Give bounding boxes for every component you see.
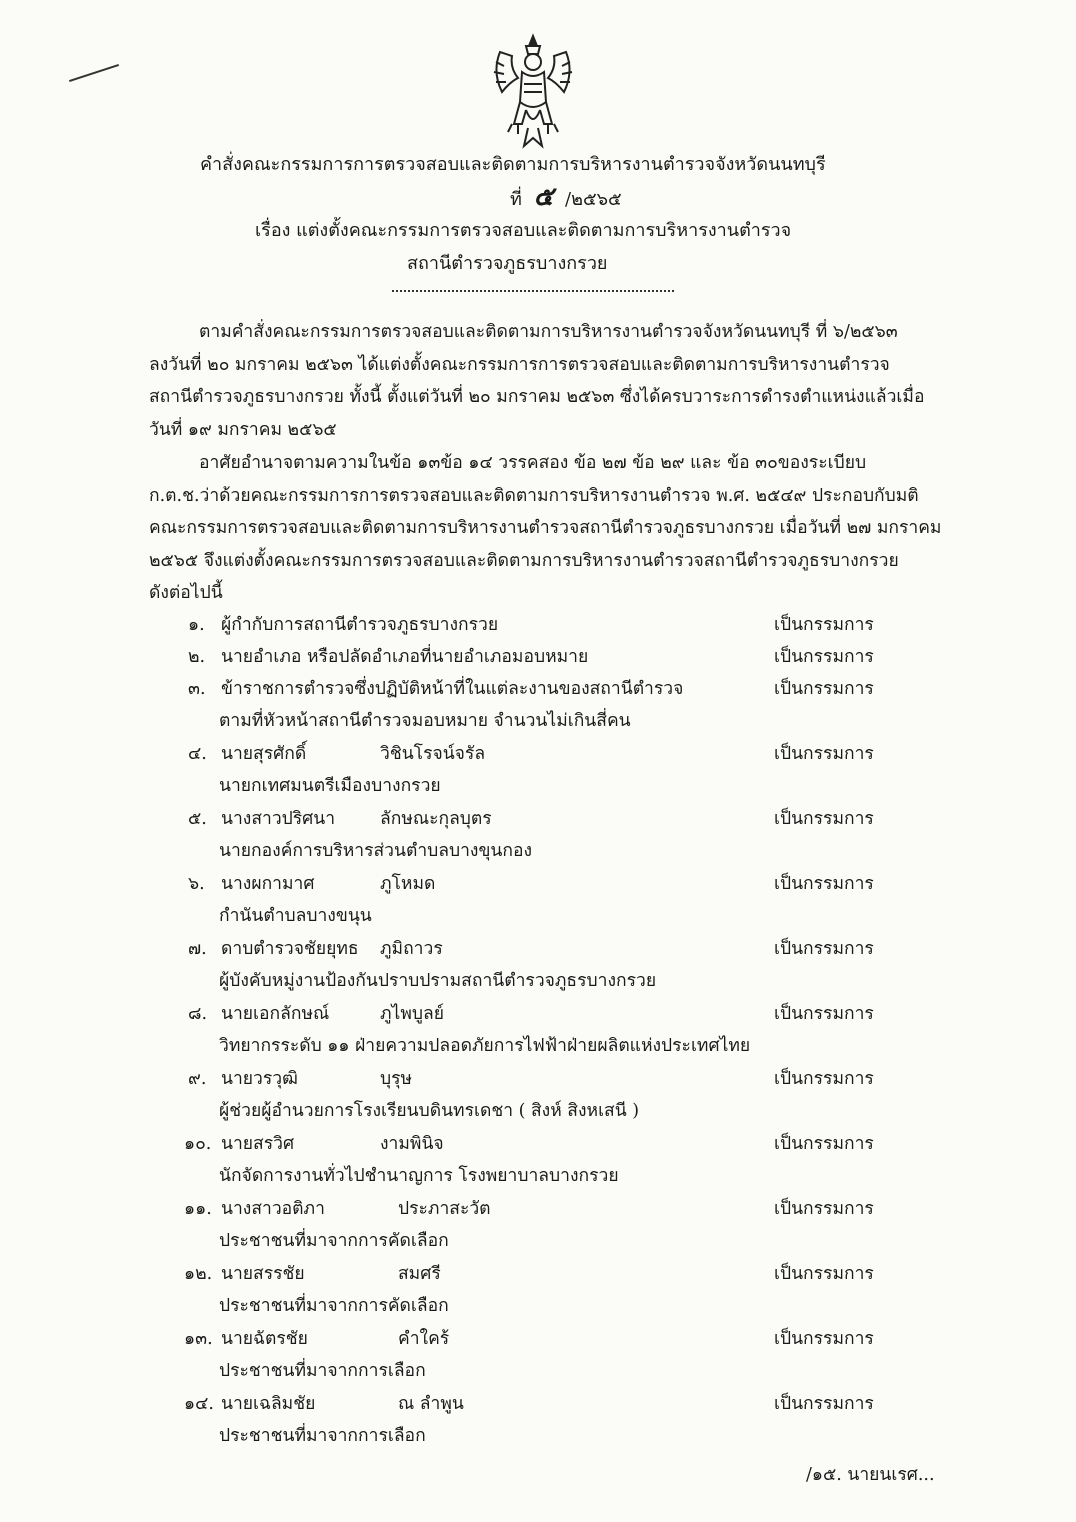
list-item: [0, 610, 1076, 640]
list-item: [0, 1194, 1076, 1224]
subject-line-2: สถานีตำรวจภูธรบางกรวย: [407, 253, 608, 274]
member-name: นางผกามาศ: [221, 874, 315, 894]
paragraph-line: คณะกรรมการตรวจสอบและติดตามการบริหารงานตำรวจสถานีตำรวจภูธรบางกรวย เมื่อวันที่ ๒๗ มกราคม: [149, 518, 942, 538]
member-surname: ภูโหมด: [380, 874, 436, 894]
pen-mark: [69, 64, 119, 82]
member-role: เป็นกรรมการ: [774, 1069, 874, 1089]
member-surname: งามพินิจ: [380, 1134, 444, 1154]
item-number: ๗.: [188, 939, 207, 959]
list-item-detail: [0, 1226, 1076, 1256]
list-item: [0, 642, 1076, 672]
list-item-detail: [0, 1421, 1076, 1451]
item-number: ๘.: [188, 1004, 208, 1024]
member-position: นายกเทศมนตรีเมืองบางกรวย: [219, 776, 441, 796]
list-item-detail: [0, 706, 1076, 736]
member-name: นายฉัตรชัย: [221, 1329, 308, 1349]
member-name: ผู้กำกับการสถานีตำรวจภูธรบางกรวย: [221, 615, 499, 635]
member-role: เป็นกรรมการ: [774, 1394, 874, 1414]
item-number: ๑๐.: [184, 1134, 212, 1154]
paragraph-line: ก.ต.ช.ว่าด้วยคณะกรรมการการตรวจสอบและติดตามการบริหารงานตำรวจ พ.ศ. ๒๕๔๙ ประกอบกับมติ: [149, 485, 919, 506]
member-surname: ภูมิถาวร: [380, 939, 443, 959]
member-position: ผู้ช่วยผู้อำนวยการโรงเรียนบดินทรเดชา ( สิงห์ สิงหเสนี ): [219, 1101, 640, 1121]
list-item: [0, 1324, 1076, 1354]
list-item-detail: [0, 1096, 1076, 1126]
garuda-emblem-icon: [488, 32, 578, 150]
member-name: ข้าราชการตำรวจซึ่งปฏิบัติหน้าที่ในแต่ละงานของสถานีตำรวจ: [221, 679, 684, 699]
item-number: ๔.: [188, 744, 207, 764]
list-item: [0, 869, 1076, 899]
member-position: ประชาชนที่มาจากการคัดเลือก: [219, 1231, 449, 1251]
member-position: นายกองค์การบริหารส่วนตำบลบางขุนกอง: [219, 841, 533, 861]
list-item-detail: [0, 836, 1076, 866]
member-role: เป็นกรรมการ: [774, 1329, 874, 1349]
member-role: เป็นกรรมการ: [774, 939, 874, 959]
member-name: นายสรรชัย: [221, 1264, 305, 1284]
order-year: /๒๕๖๕: [565, 189, 622, 210]
list-item-detail: [0, 966, 1076, 996]
member-role: เป็นกรรมการ: [774, 809, 874, 829]
item-number: ๕.: [188, 809, 207, 829]
member-name: นายสุรศักดิ์: [221, 744, 307, 764]
member-name: นายวรวุฒิ: [221, 1069, 298, 1089]
item-number: ๓.: [188, 679, 206, 699]
paragraph-line: ตามคำสั่งคณะกรรมการตรวจสอบและติดตามการบริหารงานตำรวจจังหวัดนนทบุรี ที่ ๖/๒๕๖๓: [199, 322, 898, 342]
item-number: ๑.: [188, 615, 205, 635]
order-number-line: [510, 184, 622, 213]
list-item: [0, 999, 1076, 1029]
member-name: นายสรวิศ: [221, 1134, 295, 1154]
member-name: นายเฉลิมชัย: [221, 1394, 316, 1414]
member-name: ดาบตำรวจชัยยุทธ: [221, 939, 359, 959]
member-position: ประชาชนที่มาจากการคัดเลือก: [219, 1296, 449, 1316]
list-item: [0, 934, 1076, 964]
member-role: เป็นกรรมการ: [774, 1134, 874, 1154]
paragraph-line: ๒๕๖๕ จึงแต่งตั้งคณะกรรมการตรวจสอบและติดตามการบริหารงานตำรวจสถานีตำรวจภูธรบางกรวย: [149, 550, 899, 571]
list-item-detail: [0, 901, 1076, 931]
order-prefix: ที่: [510, 189, 522, 210]
member-role: เป็นกรรมการ: [774, 744, 874, 764]
item-number: ๑๓.: [184, 1329, 213, 1349]
member-surname: ณ ลำพูน: [398, 1394, 464, 1414]
list-item-detail: [0, 1031, 1076, 1061]
subject-line-1: เรื่อง แต่งตั้งคณะกรรมการตรวจสอบและติดตามการบริหารงานตำรวจ: [255, 220, 792, 241]
list-item-detail: [0, 1291, 1076, 1321]
member-surname: คำใคร้: [398, 1329, 450, 1349]
member-position: วิทยากรระดับ ๑๑ ฝ่ายความปลอดภัยการไฟฟ้าฝ่ายผลิตแห่งประเทศไทย: [219, 1036, 751, 1056]
item-number: ๑๒.: [184, 1264, 213, 1284]
order-number: ๕: [533, 182, 554, 212]
member-position: ผู้บังคับหมู่งานป้องกันปราบปรามสถานีตำรวจภูธรบางกรวย: [219, 971, 657, 991]
member-role: เป็นกรรมการ: [774, 1199, 874, 1219]
member-surname: ประภาสะวัต: [398, 1199, 491, 1219]
list-item: [0, 1389, 1076, 1419]
member-name: นางสาวปริศนา: [221, 809, 336, 829]
member-surname: วิชินโรจน์จรัล: [380, 744, 486, 764]
item-number: ๒.: [188, 647, 206, 667]
member-position: ตามที่หัวหน้าสถานีตำรวจมอบหมาย จำนวนไม่เกินสี่คน: [219, 711, 631, 731]
member-name: นายเอกลักษณ์: [221, 1004, 330, 1024]
list-item: [0, 1259, 1076, 1289]
list-item: [0, 1129, 1076, 1159]
list-item: [0, 804, 1076, 834]
list-item: [0, 739, 1076, 769]
member-role: เป็นกรรมการ: [774, 615, 874, 635]
list-item-detail: [0, 1161, 1076, 1191]
item-number: ๙.: [188, 1069, 207, 1089]
member-role: เป็นกรรมการ: [774, 647, 874, 667]
item-number: ๑๑.: [184, 1199, 212, 1219]
member-position: นักจัดการงานทั่วไปชำนาญการ โรงพยาบาลบางกรวย: [219, 1166, 619, 1186]
member-position: กำนันตำบลบางขนุน: [219, 906, 372, 926]
page-continuation: /๑๕. นายนเรศ...: [806, 1465, 935, 1485]
member-position: ประชาชนที่มาจากการเลือก: [219, 1361, 426, 1381]
paragraph-line: อาศัยอำนาจตามความในข้อ ๑๓ข้อ ๑๔ วรรคสอง ข้อ ๒๗ ข้อ ๒๙ และ ข้อ ๓๐ของระเบียบ: [199, 453, 867, 473]
member-surname: ลักษณะกุลบุตร: [380, 809, 492, 829]
member-role: เป็นกรรมการ: [774, 874, 874, 894]
paragraph-line: สถานีตำรวจภูธรบางกรวย ทั้งนี้ ตั้งแต่วันที่ ๒๐ มกราคม ๒๕๖๓ ซึ่งได้ครบวาระการดำรงตำแหน่งแล้วเมื่อ: [149, 387, 925, 407]
member-role: เป็นกรรมการ: [774, 679, 874, 699]
list-item-detail: [0, 771, 1076, 801]
list-item: [0, 1064, 1076, 1094]
member-name: นายอำเภอ หรือปลัดอำเภอที่นายอำเภอมอบหมาย: [221, 647, 589, 667]
paragraph-line: ดังต่อไปนี้: [149, 583, 223, 603]
member-surname: สมศรี: [398, 1264, 441, 1284]
member-role: เป็นกรรมการ: [774, 1004, 874, 1024]
member-surname: ภูไพบูลย์: [380, 1004, 444, 1024]
paragraph-line: ลงวันที่ ๒๐ มกราคม ๒๕๖๓ ได้แต่งตั้งคณะกรรมการการตรวจสอบและติดตามการบริหารงานตำรวจ: [149, 354, 890, 375]
item-number: ๖.: [188, 874, 205, 894]
paragraph-line: วันที่ ๑๙ มกราคม ๒๕๖๕: [149, 419, 337, 440]
item-number: ๑๔.: [184, 1394, 214, 1414]
list-item-detail: [0, 1356, 1076, 1386]
dotted-divider: [392, 290, 674, 292]
paragraph-background: [149, 316, 949, 446]
order-title: คำสั่งคณะกรรมการการตรวจสอบและติดตามการบริหารงานตำรวจจังหวัดนนทบุรี: [200, 154, 826, 175]
list-item: [0, 674, 1076, 704]
member-role: เป็นกรรมการ: [774, 1264, 874, 1284]
member-name: นางสาวอติภา: [221, 1199, 325, 1219]
paragraph-authority: [149, 447, 949, 610]
member-surname: บุรุษ: [380, 1069, 413, 1089]
member-position: ประชาชนที่มาจากการเลือก: [219, 1426, 426, 1446]
